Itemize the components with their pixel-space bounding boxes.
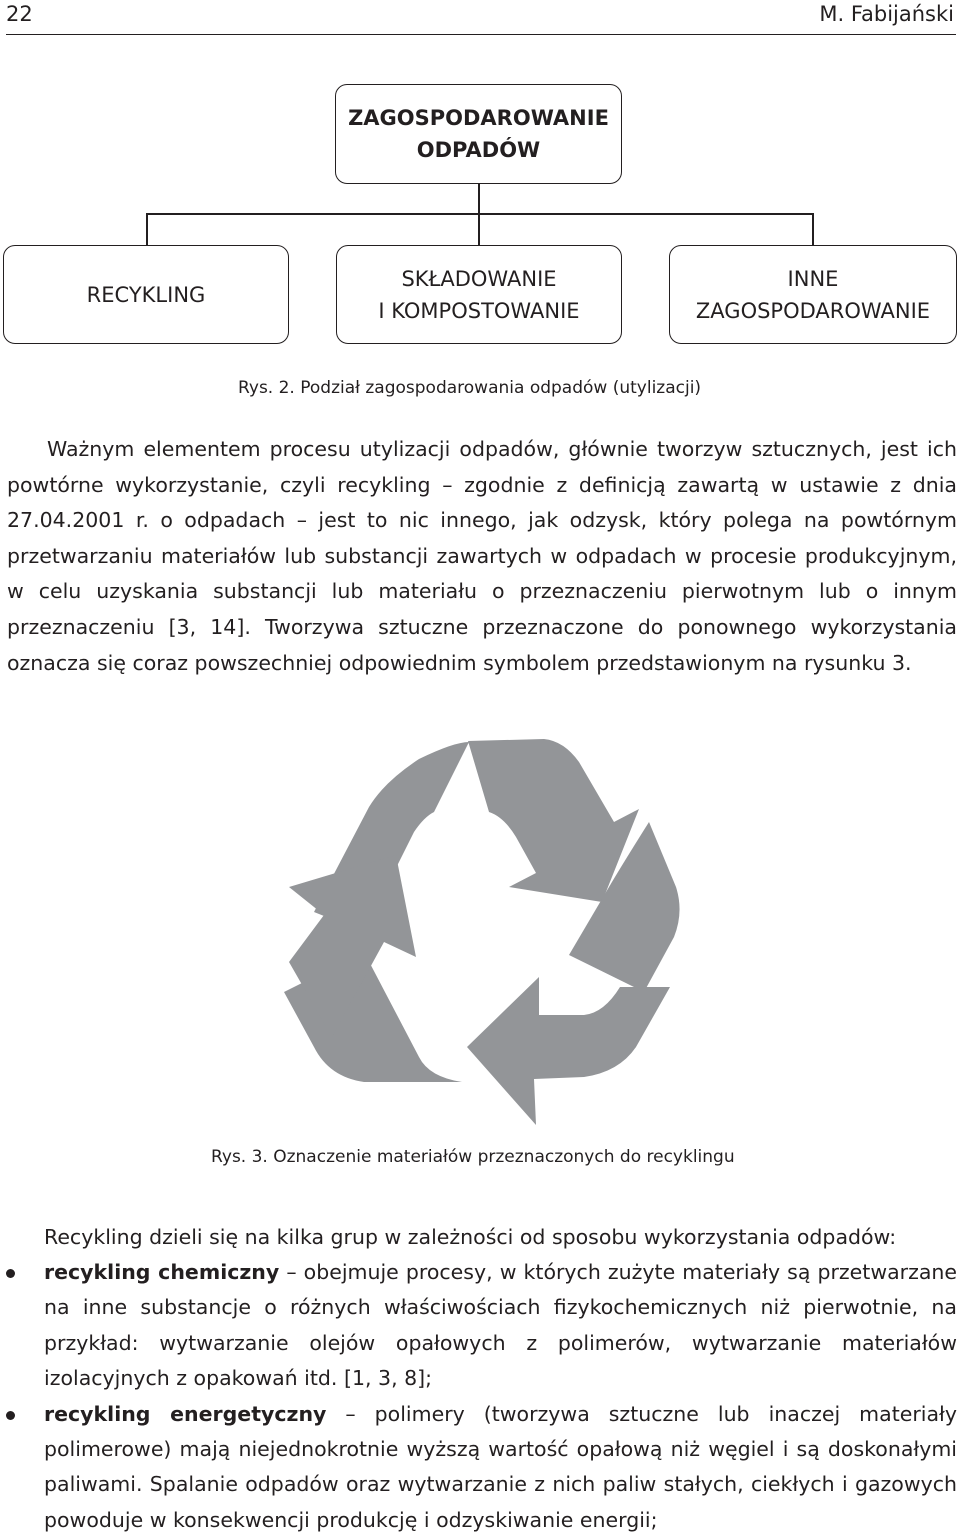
box-other-line1: INNE xyxy=(787,266,839,291)
bullet-icon xyxy=(6,1411,15,1420)
list-item-term: recykling chemiczny xyxy=(44,1260,280,1284)
diagram-box-storage xyxy=(336,245,622,344)
paragraph-text: Ważnym elementem procesu utylizacji odpadów, głównie tworzyw sztucznych, jest ich powtórne wykorzystanie, czyli recykling – zgodnie z definicją zawartą w ustawie z dnia 27.04.2001 r. o odpadach – jest to nic innego, jak odzysk, który polega na powtórnym przetwarzaniu materiałów lub substancji zawartych w odpadach w procesie produkcyjnym, w celu uzyskania substancji lub materiału o przeznaczeniu pierwotnym lub o innym przeznaczeniu [3, 14]. Tworzywa sztuczne przeznaczone do ponownego wykorzystania oznacza się coraz powszechniej odpowiednim symbolem przedstawionym na rysunku 3. xyxy=(7,437,957,675)
list-item xyxy=(44,1397,957,1538)
connector-left xyxy=(146,213,148,245)
list-item xyxy=(44,1255,957,1397)
recycle-arrow-bottom xyxy=(467,977,670,1125)
box-storage-line1: SKŁADOWANIE xyxy=(401,266,557,291)
body-paragraph xyxy=(7,432,957,681)
list-intro: Recykling dzieli się na kilka grup w zależności od sposobu wykorzystania odpadów: xyxy=(44,1225,897,1249)
bullet-icon xyxy=(6,1269,15,1278)
box-other-line2: ZAGOSPODAROWANIE xyxy=(695,298,931,323)
recycling-symbol-icon xyxy=(284,737,684,1127)
connector-right xyxy=(812,213,814,245)
page-number: 22 xyxy=(6,2,33,26)
diagram-box-other xyxy=(669,245,957,344)
root-label-line1: ZAGOSPODAROWANIE xyxy=(348,106,609,130)
root-label-line2: ODPADÓW xyxy=(416,138,541,162)
connector-middle xyxy=(478,213,480,245)
recycling-types-list xyxy=(44,1255,957,1538)
diagram-root-box xyxy=(335,84,622,184)
recycle-arrow-top xyxy=(468,739,639,902)
connector-root-down xyxy=(478,184,480,214)
box-storage-line2: I KOMPOSTOWANIE xyxy=(378,298,580,323)
figure-3-caption: Rys. 3. Oznaczenie materiałów przeznaczonych do recyklingu xyxy=(211,1147,735,1167)
diagram-box-recycling xyxy=(3,245,289,344)
list-item-text: – obejmuje procesy, w których zużyte materiały są przetwarzane na inne substancje o różnych właściwościach fizykochemicznych niż pierwotnie, na przykład: wytwarzanie olejów opałowych z polimerów, wytwarzanie materiałów izolacyjnych z opakowań itd. [1, 3, 8]; xyxy=(44,1260,958,1391)
box-recycling-label: RECYKLING xyxy=(86,282,206,307)
page-header xyxy=(6,0,956,35)
connector-horizontal xyxy=(146,213,813,215)
list-item-text: – polimery (tworzywa sztuczne lub inaczej materiały polimerowe) mają niejednokrotnie wyższą wartość opałową niż węgiel i są doskonałymi paliwami. Spalanie odpadów oraz wytwarzanie z nich paliw stałych, ciekłych i gazowych powoduje w konsekwencji produkcję i odzyskiwanie energii; xyxy=(44,1401,957,1532)
list-item-term: recykling energetyczny xyxy=(44,1401,327,1426)
figure-2-caption: Rys. 2. Podział zagospodarowania odpadów (utylizacji) xyxy=(238,378,702,398)
author-name: M. Fabijański xyxy=(819,2,954,26)
